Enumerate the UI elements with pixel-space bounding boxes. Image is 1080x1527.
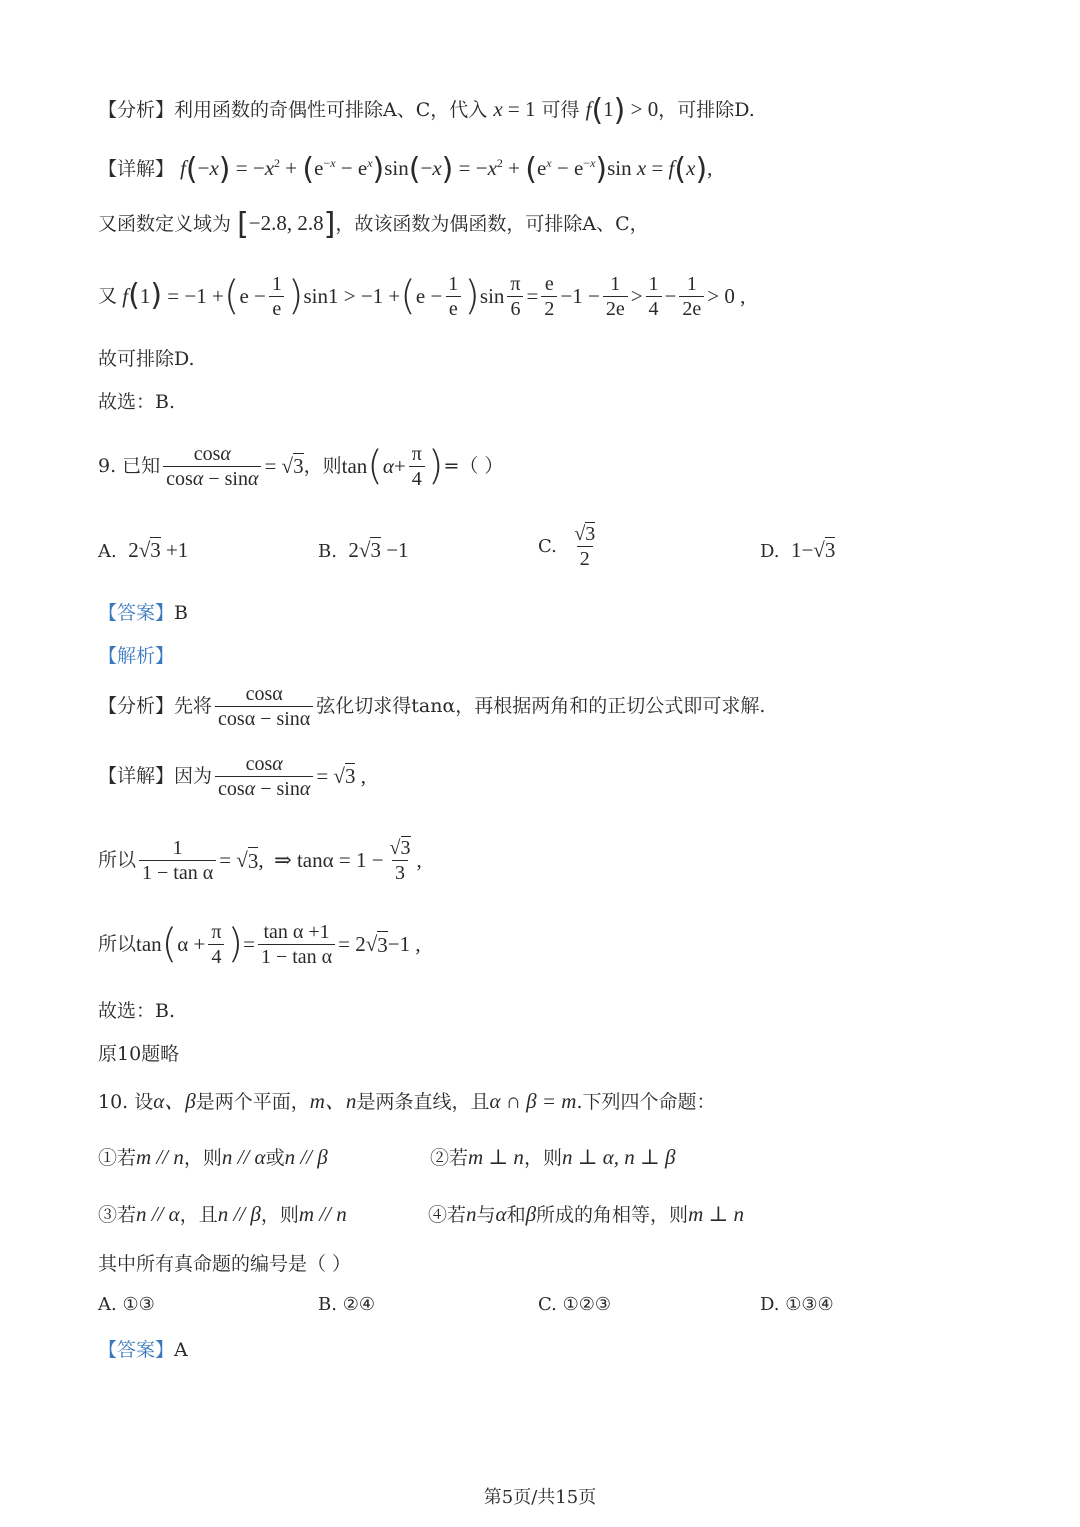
q9-stem xyxy=(98,438,503,494)
prop-text: 和 xyxy=(506,1204,526,1226)
analysis-text: 利用函数的奇偶性可排除A、C，代入 xyxy=(174,99,488,121)
domain-suffix: ，故该函数为偶函数，可排除A、C， xyxy=(335,213,649,235)
answer-value: A xyxy=(174,1339,188,1361)
prop-math: n xyxy=(466,1202,477,1226)
jiexi-tag: 【解析】 xyxy=(98,645,175,667)
q10-option-b xyxy=(318,1294,375,1315)
answer-tag: 【答案】 xyxy=(98,1339,175,1361)
option-label: D. xyxy=(760,1294,780,1315)
prop-math: n // α xyxy=(136,1202,180,1226)
prop-text: ，则 xyxy=(183,1147,222,1169)
q10-prop2 xyxy=(430,1144,675,1171)
q9-eq-sqrt3: = √3 xyxy=(264,454,304,478)
suoyi-label: 所以 xyxy=(98,849,137,871)
q8-exclude-line: 故可排除D. xyxy=(98,348,195,370)
q9-detail-line xyxy=(98,748,366,804)
prop-text: 或 xyxy=(265,1147,285,1169)
q9-tan-expr: tan ( α + $\frac{\pi}{4}$ ) xyxy=(341,442,444,490)
analysis-tag: 【分析】 xyxy=(98,695,175,717)
detail-pre: 因为 xyxy=(174,765,213,787)
prop-math: n // β xyxy=(217,1202,261,1226)
q9-then: ，则 xyxy=(303,455,342,477)
detail-tag: 【详解】 xyxy=(98,158,175,180)
q10-prop3 xyxy=(98,1201,347,1228)
q9-analysis-line xyxy=(98,678,765,734)
q9-blank: =（ ） xyxy=(443,455,504,477)
q9-final-line: 故选：B. xyxy=(98,1000,176,1022)
suoyi-fraction: $\frac{1}{\text{1 − tan α}}$ xyxy=(139,836,216,885)
option-value: 1−√3 xyxy=(790,538,836,562)
option-value: ①③ xyxy=(122,1294,155,1315)
q10-stem xyxy=(98,1088,715,1115)
detail-tag: 【详解】 xyxy=(98,765,175,787)
math-intersection: α ∩ β = m xyxy=(489,1089,577,1113)
option-label: C. xyxy=(538,1294,557,1315)
prop-math: m ⊥ n xyxy=(468,1145,524,1169)
prop-math: α xyxy=(495,1202,507,1226)
q9-number: 9. 已知 xyxy=(98,455,161,477)
prop-math: n // β xyxy=(284,1145,328,1169)
q8-analysis-line xyxy=(98,93,755,129)
option-label: A. xyxy=(98,1294,117,1315)
analysis-cond: 可得 xyxy=(541,99,580,121)
math-domain: [−2.8, 2.8] xyxy=(237,207,336,243)
q9-option-a xyxy=(98,538,188,563)
prop-math: m ⊥ n xyxy=(688,1202,744,1226)
prop-text: ③若 xyxy=(98,1204,137,1226)
q9-suoyi-line-1 xyxy=(98,832,422,888)
domain-prefix: 又函数定义域为 xyxy=(98,213,232,235)
detail-fraction: $\frac{\cos\alpha}{\cos\alpha - \sin\alpha}$ xyxy=(215,752,313,801)
q9-answer-line xyxy=(98,600,188,626)
prop-text: 与 xyxy=(476,1204,496,1226)
option-value: ①③④ xyxy=(785,1294,834,1315)
analysis-tag: 【分析】 xyxy=(98,99,175,121)
option-label: C. xyxy=(538,536,557,557)
analysis-post: 弦化切求得tanα，再根据两角和的正切公式即可求解. xyxy=(316,695,766,717)
q9-fraction: $\frac{\cos\alpha}{\cos\alpha - \sin\alpha}$ xyxy=(163,442,261,491)
analysis-pre: 先将 xyxy=(174,695,213,717)
prop-text: ，则 xyxy=(260,1204,299,1226)
math-f1-inequality: f ( 1 ) = −1 + ( e − $\frac{1}{e}$ ) sin1 > −1 + ( e − $\frac{1}{e}$ ) sin $\frac{\pi}{6}$ = $\frac{e}{2}$ −1 − $\frac{1}{2e}$ > $\frac{1}{4}$ − $\frac{1}{2e}$ > 0 , xyxy=(122,272,746,320)
math-detail-formula: $f(-x) = -x^2 + (e^{-x} - e^x)\sin(-x) = -x^2 + (e^x - e^{-x})\sin$ x = f(x), xyxy=(180,152,713,188)
option-label: D. xyxy=(760,541,780,562)
answer-value: B xyxy=(174,602,188,624)
suoyi-label: 所以 xyxy=(98,933,137,955)
q10-stem-mid2: 是两条直线，且 xyxy=(356,1091,490,1113)
prop-math: β xyxy=(525,1202,537,1226)
q10-prop4 xyxy=(428,1201,744,1228)
q9-option-d xyxy=(760,538,835,563)
option-label: B. xyxy=(318,1294,337,1315)
math-x-eq-1: x = 1 xyxy=(493,97,536,121)
prop-math: n // α xyxy=(221,1145,266,1169)
analysis-fraction: $\frac{\cos\alpha}{\cos\alpha - \sin\alpha}$ xyxy=(215,682,313,731)
orig10-line: 原10题略 xyxy=(98,1043,180,1065)
page-footer: 第5页/共15页 xyxy=(483,1487,597,1508)
prop-text: ④若 xyxy=(428,1204,467,1226)
q10-stem-pre: 10. 设 xyxy=(98,1091,154,1113)
q10-option-c xyxy=(538,1294,611,1315)
math-f1-gt-0: f(1) > 0 xyxy=(585,93,659,129)
f1-prefix: 又 xyxy=(98,285,118,307)
prop-text: ，则 xyxy=(523,1147,562,1169)
option-value: ②④ xyxy=(342,1294,375,1315)
q10-prop1 xyxy=(98,1144,328,1171)
analysis-end: ，可排除D. xyxy=(658,99,755,121)
q10-answer-line xyxy=(98,1337,188,1363)
prop-math: m // n xyxy=(136,1145,184,1169)
suoyi-math: = √ 3 , ⇒ tanα = 1 − $\frac{√3}{3}$ , xyxy=(219,836,422,884)
math-m-n: m、n xyxy=(309,1089,357,1113)
option-label: B. xyxy=(318,541,337,562)
option-value: $\frac{√3}{2}$ xyxy=(574,523,596,570)
q8-f1-line xyxy=(98,268,745,324)
q9-suoyi-line-2 xyxy=(98,916,421,972)
q9-option-c xyxy=(538,522,601,571)
q10-question: 其中所有真命题的编号是（ ） xyxy=(98,1253,352,1275)
math-alpha-beta: α、β xyxy=(153,1089,196,1113)
prop-math: m // n xyxy=(298,1202,347,1226)
q9-jiexi-line xyxy=(98,643,174,669)
q10-stem-mid: 是两个平面， xyxy=(195,1091,310,1113)
option-value: 2√3 −1 xyxy=(348,538,409,562)
suoyi-tan-math: tan ( α + $\frac{\pi}{4}$ ) = $\frac{\text{tan α +1}}{\text{1 − tan α}}$ = 2√ 3 −1 , xyxy=(136,920,421,968)
option-value: 2√3 +1 xyxy=(128,538,189,562)
prop-text: ①若 xyxy=(98,1147,137,1169)
prop-math: n ⊥ α, n ⊥ β xyxy=(561,1145,676,1169)
option-label: A. xyxy=(98,541,117,562)
q9-option-b xyxy=(318,538,409,563)
prop-text: 所成的角相等，则 xyxy=(536,1204,689,1226)
q8-choice-line: 故选：B. xyxy=(98,391,176,413)
answer-tag: 【答案】 xyxy=(98,602,175,624)
q8-domain-line xyxy=(98,207,649,243)
detail-eq: = √3 , xyxy=(316,764,366,788)
option-value: ①②③ xyxy=(562,1294,612,1315)
q10-option-d xyxy=(760,1294,834,1315)
q10-option-a xyxy=(98,1294,155,1315)
q8-detail-line xyxy=(98,150,713,188)
q10-stem-end: .下列四个命题： xyxy=(576,1091,716,1113)
prop-text: ，且 xyxy=(179,1204,218,1226)
prop-text: ②若 xyxy=(430,1147,469,1169)
